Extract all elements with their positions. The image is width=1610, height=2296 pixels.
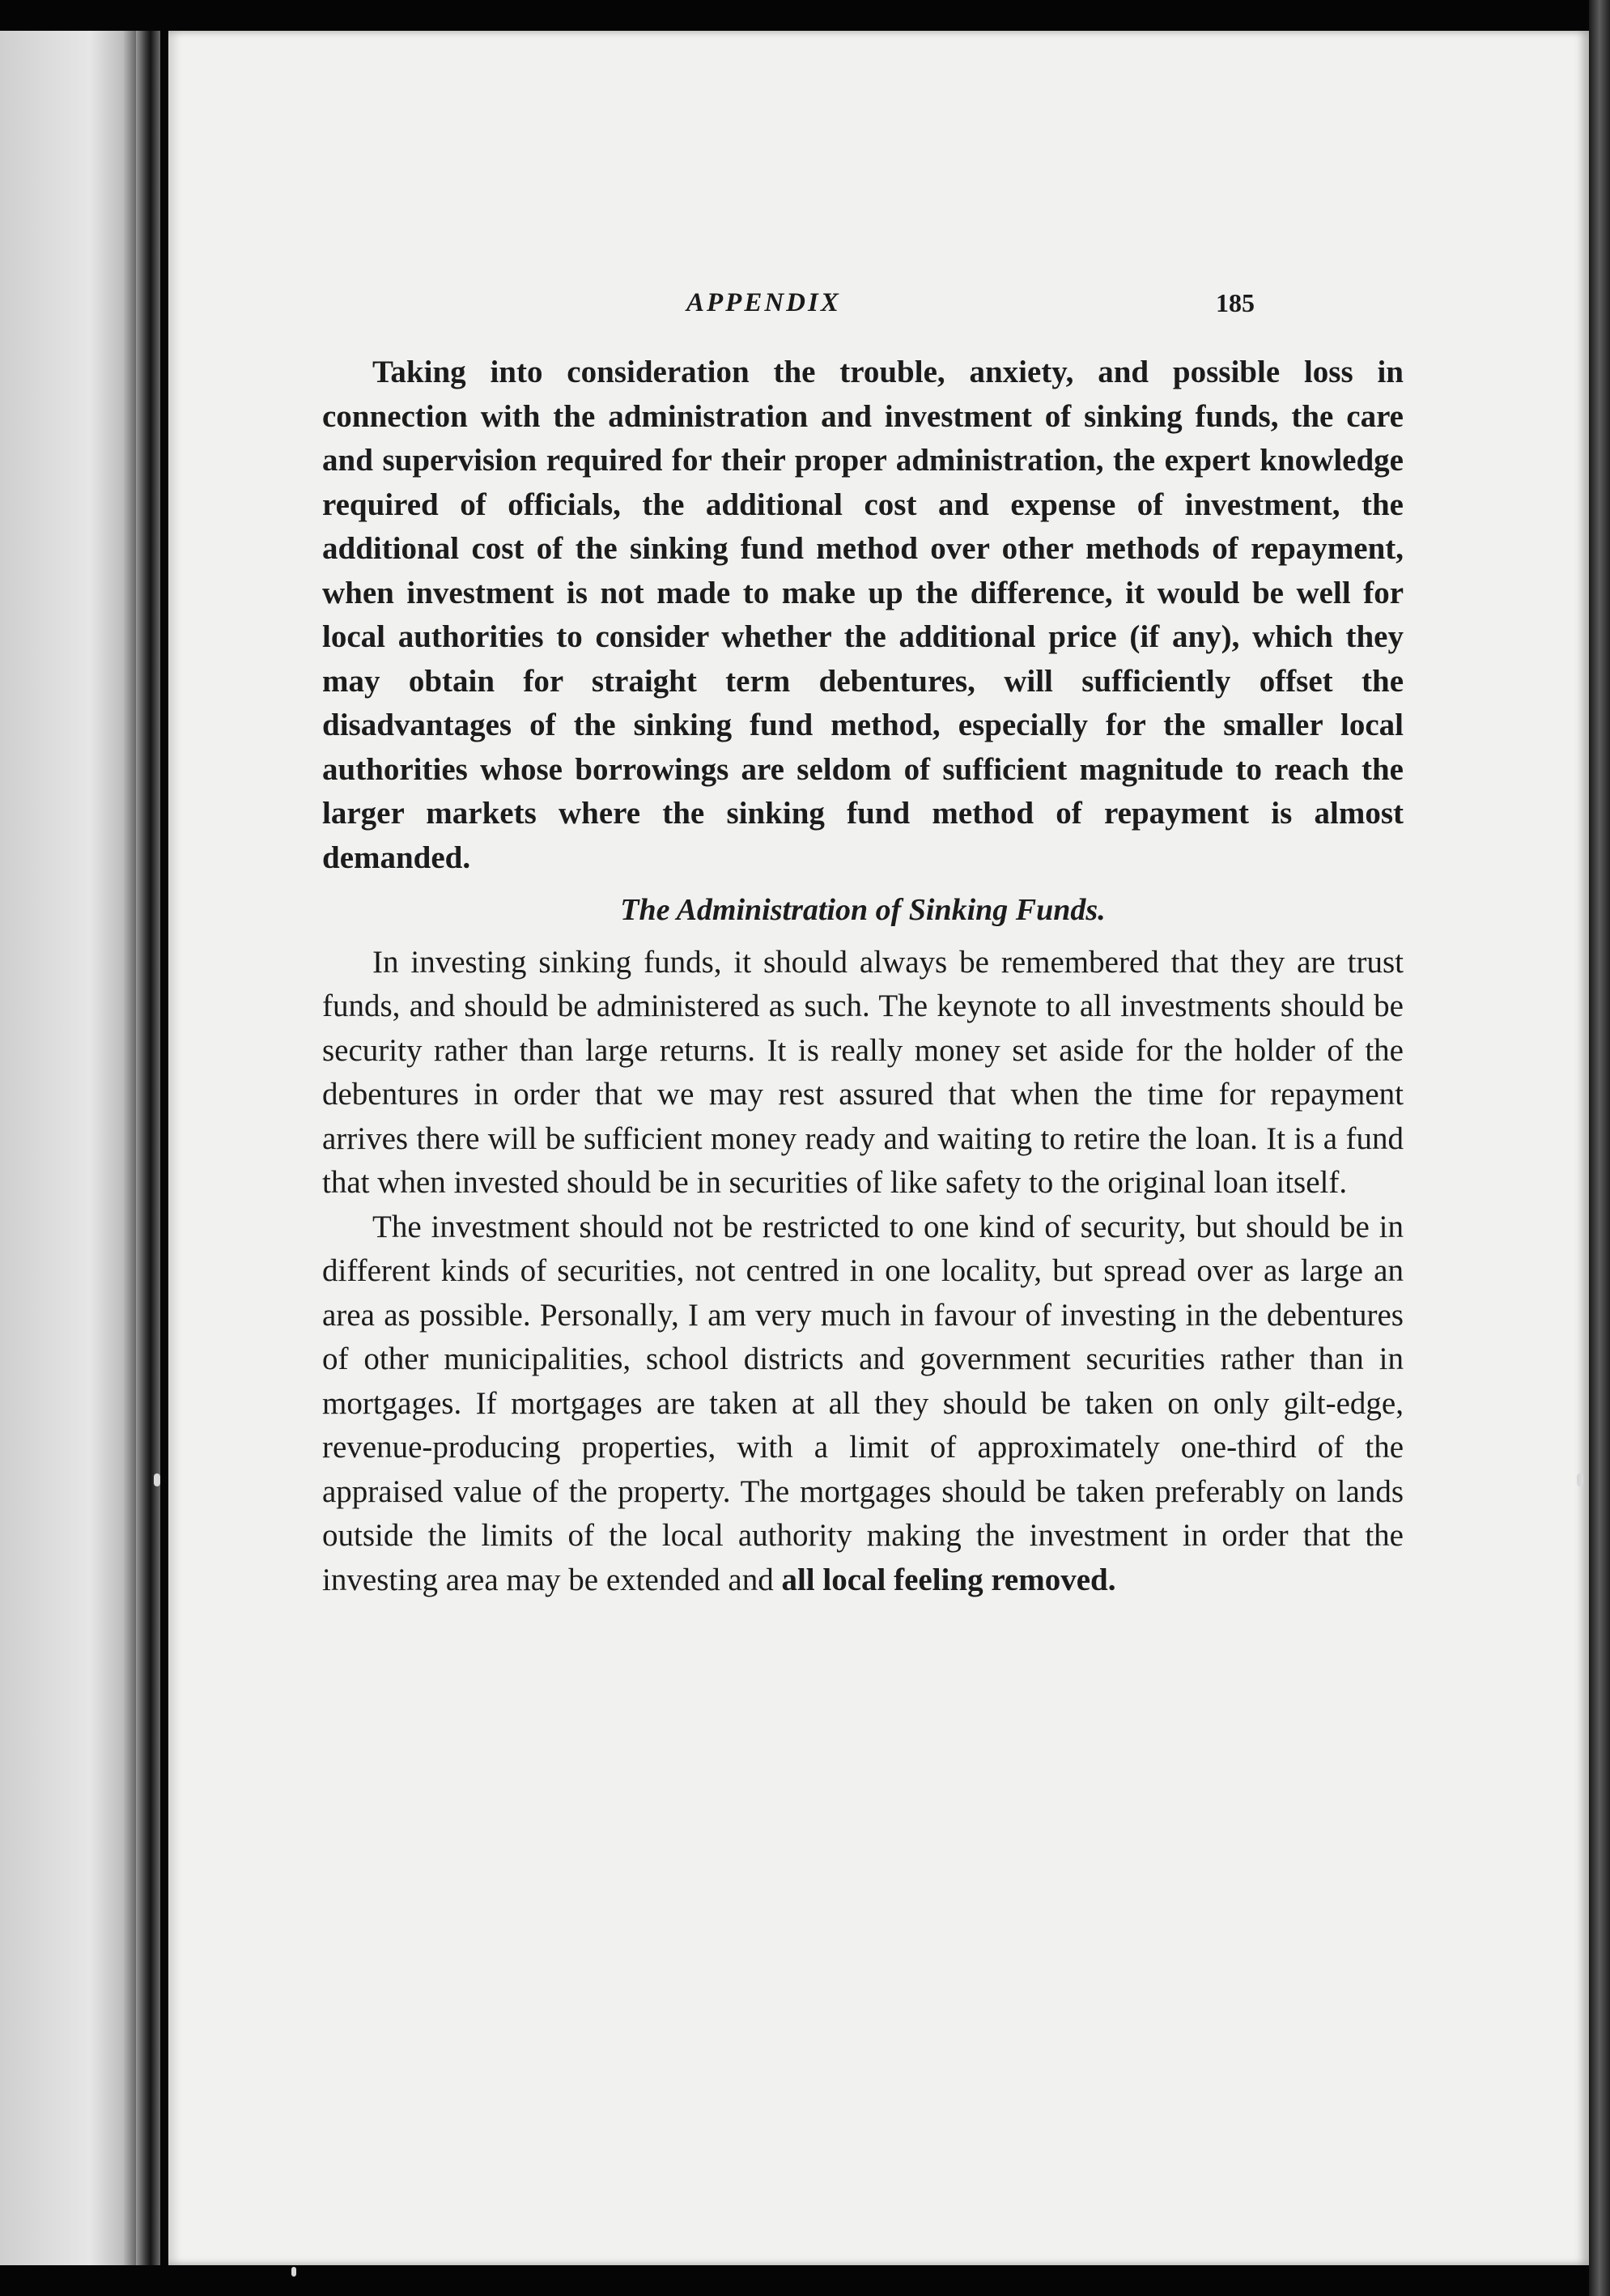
section-heading: The Administration of Sinking Funds. <box>620 893 1106 927</box>
page-number: 185 <box>1216 288 1255 317</box>
paragraph-sinking-fund-considerations: Taking into consideration the trouble, anxiety, and possible loss in connection with the administration and investment of sinking funds, the care and supervision required for their proper administration, the expert knowledge required of officials, the additional cost and expense of investment, the additional cost of the sinking fund method over other methods of repayment, when investment is not made to make up the difference, it would be well for local authorities to consider whether the additional price (if any), which they may obtain for straight term debentures, will sufficiently offset the disadvantages of the sinking fund method, especially for the smaller local authorities whose borrowings are seldom of sufficient magnitude to reach the larger markets where the sinking fund method of repayment is almost demanded. <box>322 355 1404 875</box>
scan-speck <box>154 1473 160 1486</box>
paragraph-closing-line: all local feeling removed. <box>781 1562 1116 1597</box>
scan-speck <box>291 2267 296 2277</box>
scan-speck <box>1577 1473 1583 1486</box>
book-page <box>168 31 1589 2265</box>
running-head <box>168 288 1589 321</box>
book-gutter <box>136 31 160 2265</box>
scan-border-right <box>1589 0 1610 2296</box>
running-title: APPENDIX <box>686 288 841 317</box>
paragraph-trust-funds: In investing sinking funds, it should always be remembered that they are trust funds, and should be administered as such. The keynote to all investments should be security rather than large returns. It is really money set aside for the holder of the debentures in order that we may rest assured that when the time for repayment arrives there will be sufficient money ready and waiting to retire the loan. It is a fund that when invested should be in securities of like safety to the original loan itself. <box>322 944 1404 1200</box>
paragraph-investment-text: The investment should not be restricted to one kind of security, but should be in different kinds of securities, not centred in one locality, but spread over as large an area as possible. Personally, I am very much in favour of investing in the debentures of other municipalities, school districts and government securities rather than in mortgages. If mortgages are taken at all they should be taken on only gilt-edge, revenue-producing properties, with a limit of approximately one-third of the appraised value of the property. The mortgages should be taken preferably on lands outside the limits of the local authority making the investment in order that the investing area may be extended and <box>322 1209 1404 1597</box>
paragraph-investment-diversification <box>322 1205 1404 1603</box>
facing-page-edge <box>0 31 150 2265</box>
body-text <box>322 351 1404 1602</box>
